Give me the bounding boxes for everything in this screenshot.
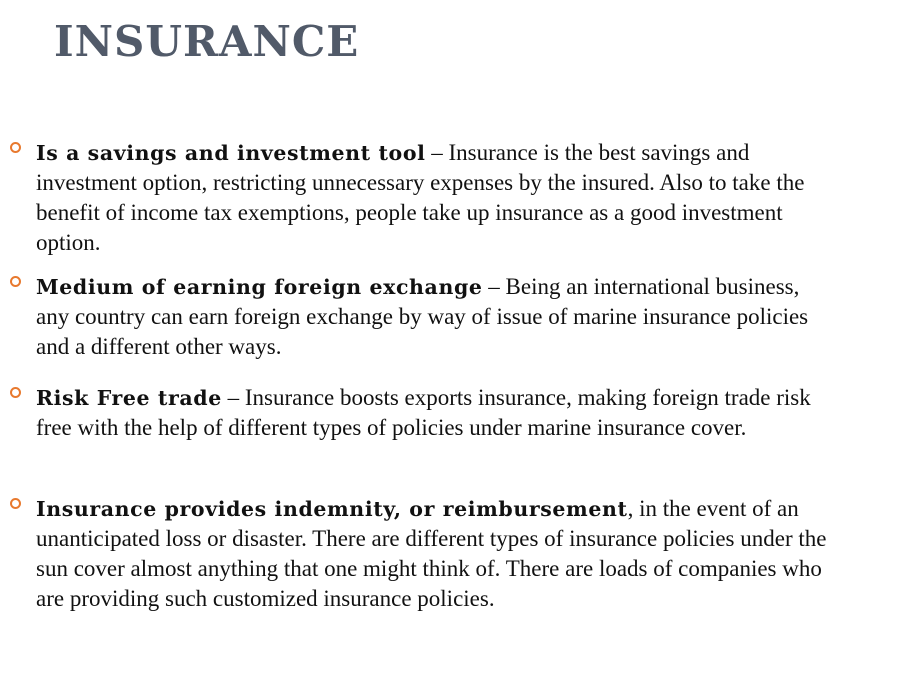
bullet-lead: Insurance provides indemnity, or reimbursement bbox=[36, 497, 628, 521]
bullet-text: Being an international business, any country can earn foreign exchange by way of issue of marine insurance policies and a different other ways. bbox=[36, 274, 809, 359]
bullet-text: Insurance is the best savings and investment option, restricting unnecessary expenses by the insured. Also to take the benefit of income tax exemptions, people take up insurance as a good investment option. bbox=[36, 140, 805, 255]
bullet-item-risk-free-trade bbox=[36, 383, 836, 443]
ring-bullet-icon bbox=[10, 142, 21, 153]
bullet-item-savings-investment bbox=[36, 138, 836, 258]
bullet-item-foreign-exchange bbox=[36, 272, 836, 362]
bullet-lead: Is a savings and investment tool bbox=[36, 141, 426, 165]
bullet-lead: Medium of earning foreign exchange bbox=[36, 275, 483, 299]
bullet-separator: – bbox=[425, 140, 449, 165]
ring-bullet-icon bbox=[10, 387, 21, 398]
bullet-separator: , bbox=[627, 496, 640, 521]
bullet-item-indemnity bbox=[36, 494, 836, 614]
bullet-text: in the event of an unanticipated loss or disaster. There are different types of insurance policies under the sun cover almost anything that one might think of. There are loads of companies who are providing such customized insurance policies. bbox=[36, 496, 827, 611]
slide-title: INSURANCE bbox=[54, 17, 360, 66]
bullet-text: Insurance boosts exports insurance, making foreign trade risk free with the help of different types of policies under marine insurance cover. bbox=[36, 385, 811, 440]
bullet-separator: – bbox=[221, 385, 245, 410]
ring-bullet-icon bbox=[10, 498, 21, 509]
ring-bullet-icon bbox=[10, 276, 21, 287]
bullet-separator: – bbox=[482, 274, 506, 299]
bullet-lead: Risk Free trade bbox=[36, 386, 222, 410]
